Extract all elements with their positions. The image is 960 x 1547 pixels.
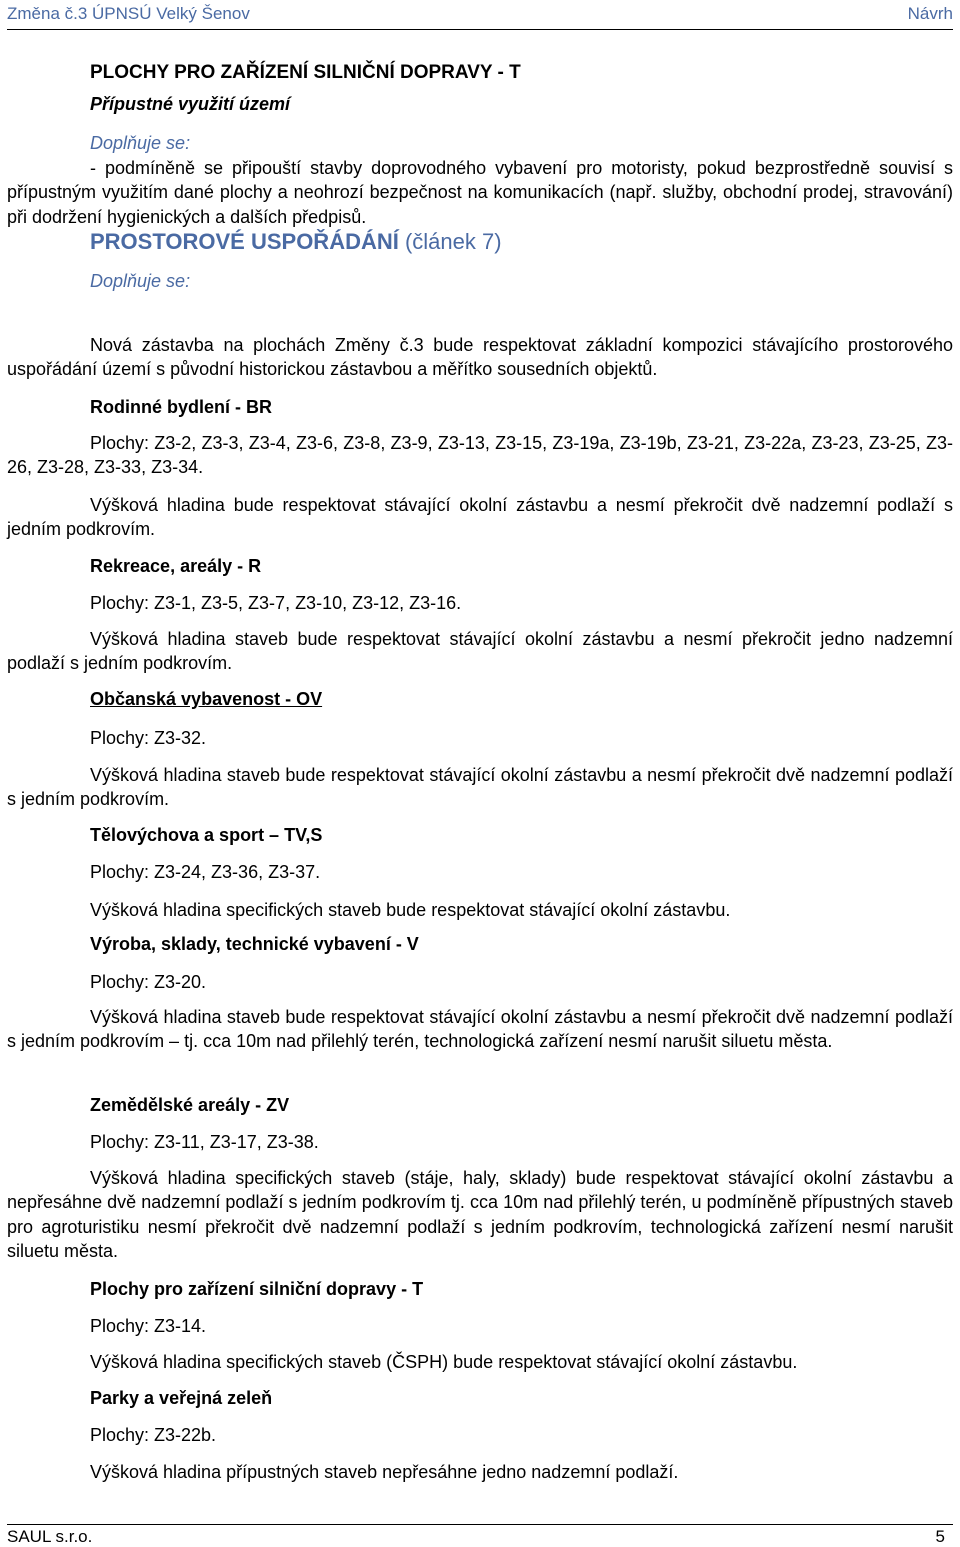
block-heading: Rekreace, areály - R <box>90 556 262 576</box>
block-plochy: Plochy: Z3-24, Z3-36, Z3-37. <box>90 862 321 882</box>
block-heading: Plochy pro zařízení silniční dopravy - T <box>90 1279 424 1299</box>
block-plochy: Plochy: Z3-20. <box>90 972 207 992</box>
block-heading: Tělovýchova a sport – TV,S <box>90 825 323 845</box>
block-text: Výšková hladina staveb bude respektovat stávající okolní zástavbu a nesmí překročit jedno nadzemní podlaží s jedním podkrovím. <box>7 629 953 674</box>
supplement-label: Doplňuje se: <box>90 271 191 291</box>
block-heading: Výroba, sklady, technické vybavení - V <box>90 934 419 954</box>
block-heading: Občanská vybavenost - OV <box>90 689 323 709</box>
document-status: Návrh <box>907 4 953 23</box>
block-plochy: Plochy: Z3-1, Z3-5, Z3-7, Z3-10, Z3-12, Z3-16. <box>90 593 462 613</box>
page-footer <box>7 1524 953 1547</box>
section-subtitle: Přípustné využití území <box>90 94 291 114</box>
block-plochy: Plochy: Z3-32. <box>90 728 207 748</box>
intro-paragraph: Nová zástavba na plochách Změny č.3 bude respektovat základní kompozici stávajícího prostorového uspořádání území s původní historickou zástavbou a měřítko sousedních objektů. <box>7 335 953 380</box>
block-text: Výšková hladina přípustných staveb nepřesáhne jedno nadzemní podlaží. <box>90 1462 679 1482</box>
section-heading-bold: PROSTOROVÉ USPOŘÁDÁNÍ <box>90 229 399 254</box>
block-heading: Zemědělské areály - ZV <box>90 1095 290 1115</box>
block-plochy: Plochy: Z3-22b. <box>90 1425 217 1445</box>
block-plochy: Plochy: Z3-2, Z3-3, Z3-4, Z3-6, Z3-8, Z3-9, Z3-13, Z3-15, Z3-19a, Z3-19b, Z3-21, Z3-22a, Z3-23, Z3-25, Z3-26, Z3-28, Z3-33, Z3-34. <box>7 433 953 478</box>
section-paragraph: - podmíněně se připouští stavby doprovodného vybavení pro motoristy, pokud bezprostředně souvisí s přípustným využitím dané plochy a neohrozí bezpečnost na komunikacích (např. služby, obchodní prodej, stravování) při dodržení hygienických a dalších předpisů. <box>7 158 953 227</box>
block-text: Výšková hladina bude respektovat stávající okolní zástavbu a nesmí překročit dvě nadzemní podlaží s jedním podkrovím. <box>7 495 953 540</box>
section-heading-article: (článek 7) <box>398 229 502 254</box>
block-plochy: Plochy: Z3-14. <box>90 1316 207 1336</box>
page-number: 5 <box>935 1527 945 1546</box>
block-text: Výšková hladina specifických staveb (ČSPH) bude respektovat stávající okolní zástavbu. <box>90 1352 798 1372</box>
block-text: Výšková hladina staveb bude respektovat stávající okolní zástavbu a nesmí překročit dvě nadzemní podlaží s jedním podkrovím. <box>7 765 953 810</box>
company-name: SAUL s.r.o. <box>7 1527 93 1546</box>
block-heading: Rodinné bydlení - BR <box>90 397 272 417</box>
section-title: PLOCHY PRO ZAŘÍZENÍ SILNIČNÍ DOPRAVY - T <box>90 62 521 83</box>
page-header <box>7 3 953 30</box>
block-text: Výšková hladina specifických staveb bude respektovat stávající okolní zástavbu. <box>90 900 731 920</box>
section-heading <box>7 229 953 255</box>
block-text: Výšková hladina staveb bude respektovat stávající okolní zástavbu a nesmí překročit dvě nadzemní podlaží s jedním podkrovím – tj. cca 10m nad přilehlý terén, technologická zařízení nesmí narušit siluetu města. <box>7 1007 953 1052</box>
document-title: Změna č.3 ÚPNSÚ Velký Šenov <box>7 4 250 23</box>
block-text: Výšková hladina specifických staveb (stáje, haly, sklady) bude respektovat stávající okolní zástavbu a nepřesáhne dvě nadzemní podlaží s jedním podkrovím tj. cca 10m nad přilehlý terén, u podmíněně přípustných staveb pro agroturistiku nesmí překročit dvě nadzemní podlaží s jedním podkrovím, technologická zařízení nesmí narušit siluetu města. <box>7 1168 953 1262</box>
block-plochy: Plochy: Z3-11, Z3-17, Z3-38. <box>90 1132 319 1152</box>
supplement-label: Doplňuje se: <box>90 133 191 153</box>
block-heading: Parky a veřejná zeleň <box>90 1388 273 1408</box>
